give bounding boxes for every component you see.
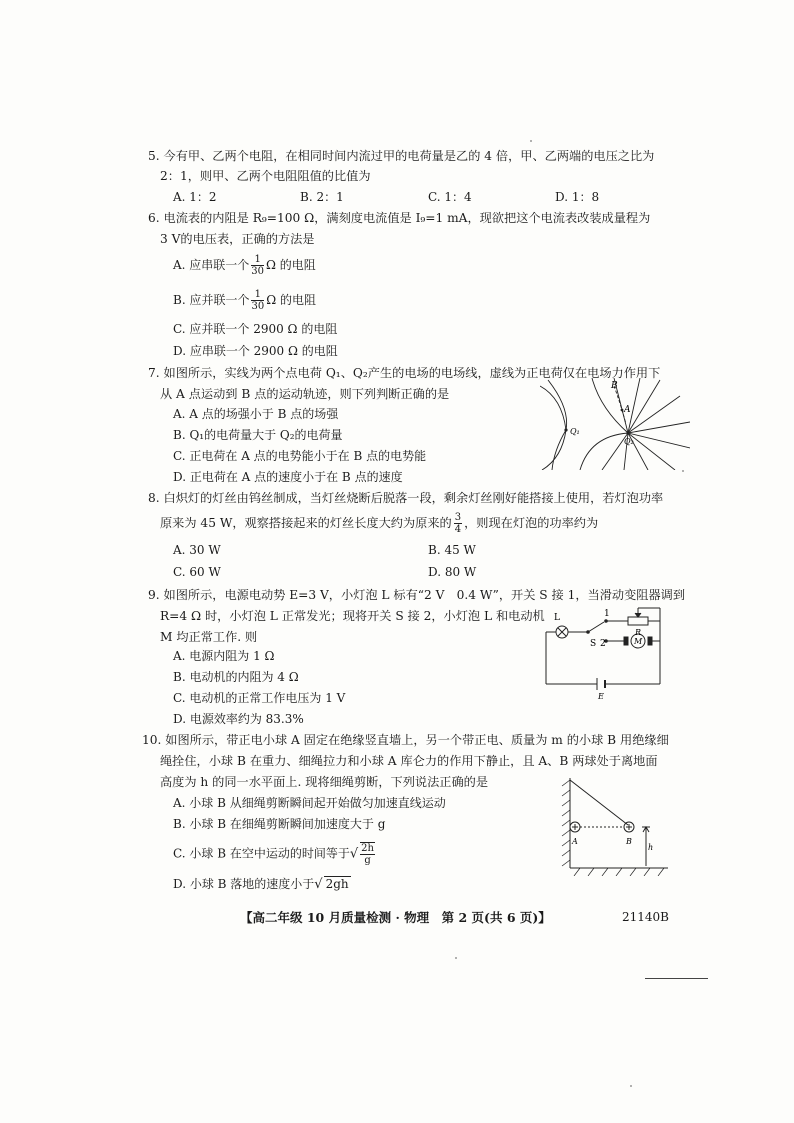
q8-option-b: B. 45 W — [428, 543, 476, 557]
q5-option-a: A. 1：2 — [173, 190, 217, 204]
q7-label-b: B — [611, 381, 618, 391]
q9-option-a: A. 电源内阻为 1 Ω — [173, 649, 275, 663]
q7-label-q1: Q₁ — [570, 427, 580, 436]
q10-radical-c: √ — [349, 846, 359, 862]
q7-line2: 从 A 点运动到 B 点的运动轨迹，则下列判断正确的是 — [160, 387, 450, 401]
q7-line1: 7. 如图所示，实线为两个点电荷 Q₁、Q₂产生的电场的电场线，虚线为正电荷仅在电场力作用下 — [148, 366, 661, 380]
q8-option-c: C. 60 W — [173, 565, 221, 579]
q6-option-b-prefix: B. 应并联一个 — [173, 293, 250, 307]
q10-label-b: B — [626, 837, 632, 846]
scan-speck — [630, 1085, 632, 1087]
q10-option-d — [173, 875, 351, 892]
q6-option-d: D. 应串联一个 2900 Ω 的电阻 — [173, 344, 338, 358]
q8-line2 — [160, 512, 598, 535]
q6-fraction-a — [251, 254, 264, 277]
q9-line2: R=4 Ω 时，小灯泡 L 正常发光；现将开关 S 接 2，小灯泡 L 和电动机 — [160, 609, 545, 623]
q8-option-d: D. 80 W — [428, 565, 477, 579]
q10-charged-balls-figure — [558, 776, 673, 876]
q9-line3: M 均正常工作. 则 — [160, 630, 258, 644]
q10-fraction-c-den: g — [364, 855, 371, 866]
q5-option-c: C. 1：4 — [428, 190, 472, 204]
q5-option-b: B. 2：1 — [300, 190, 344, 204]
q10-radicand-d: 2gh — [325, 877, 349, 891]
q9-label-s: S — [590, 639, 597, 649]
q10-label-h: h — [648, 843, 654, 852]
q6-fraction-b-num: 1 — [251, 289, 264, 301]
q10-fraction-c-num: 2h — [361, 843, 374, 854]
scan-speck — [530, 140, 532, 142]
q7-option-b: B. Q₁的电荷量大于 Q₂的电荷量 — [173, 428, 343, 442]
q10-line1: 10. 如图所示，带正电小球 A 固定在绝缘竖直墙上，另一个带正电、质量为 m 的小球 B 用绝缘细 — [142, 733, 669, 747]
q9-option-d: D. 电源效率约为 83.3% — [173, 712, 304, 726]
q9-label-l: L — [554, 613, 560, 623]
q9-label-2: 2 — [600, 639, 606, 649]
q9-option-c: C. 电动机的正常工作电压为 1 V — [173, 691, 346, 705]
q6-option-a-suffix: Ω 的电阻 — [266, 258, 316, 272]
q10-option-b: B. 小球 B 在细绳剪断瞬间加速度大于 g — [173, 817, 386, 831]
q7-option-d: D. 正电荷在 A 点的速度小于在 B 点的速度 — [173, 470, 403, 484]
q6-fraction-a-den: 30 — [251, 266, 265, 277]
q10-label-a: A — [572, 837, 578, 846]
q7-option-a: A. A 点的场强小于 B 点的场强 — [173, 407, 339, 421]
q7-electric-field-figure — [540, 378, 690, 470]
q6-fraction-b — [251, 289, 264, 312]
q7-label-a: A — [624, 405, 631, 415]
scan-line — [645, 978, 708, 979]
q7-label-q2: Q₂ — [624, 437, 634, 446]
q10-line3: 高度为 h 的同一水平面上. 现将细绳剪断，下列说法正确的是 — [160, 775, 489, 789]
q10-option-d-prefix: D. 小球 B 落地的速度小于 — [173, 877, 315, 891]
q8-line1: 8. 白炽灯的灯丝由钨丝制成，当灯丝烧断后脱落一段，剩余灯丝刚好能搭接上使用，若灯泡功率 — [148, 491, 664, 505]
q8-fraction — [454, 512, 462, 535]
q9-label-e: E — [598, 692, 604, 700]
q10-line2: 绳拴住，小球 B 在重力、细绳拉力和小球 A 库仑力的作用下静止，且 A、B 两球处于离地面 — [160, 754, 658, 768]
q7-option-c: C. 正电荷在 A 点的电势能小于在 B 点的电势能 — [173, 449, 427, 463]
scan-speck — [455, 957, 457, 959]
paper-code: 21140B — [622, 910, 669, 924]
q9-label-r: R — [635, 628, 642, 637]
q8-line2-suffix: ，则现在灯泡的功率约为 — [464, 516, 599, 530]
q9-option-b: B. 电动机的内阻为 4 Ω — [173, 670, 299, 684]
q9-circuit-diagram — [542, 604, 667, 700]
q9-line1: 9. 如图所示，电源电动势 E=3 V，小灯泡 L 标有“2 V 0.4 W”，开关 S 接 1，当滑动变阻器调到 — [148, 588, 686, 602]
q6-line2: 3 V的电压表，正确的方法是 — [160, 232, 315, 246]
scan-speck — [682, 470, 684, 472]
q5-option-d: D. 1：8 — [555, 190, 600, 204]
page-footer: 【高二年级 10 月质量检测 · 物理 第 2 页(共 6 页)】 — [240, 910, 551, 925]
q6-option-c: C. 应并联一个 2900 Ω 的电阻 — [173, 322, 338, 336]
q8-option-a: A. 30 W — [173, 543, 221, 557]
q5-line2: 2：1，则甲、乙两个电阻阻值的比值为 — [160, 169, 371, 183]
q10-option-a: A. 小球 B 从细绳剪断瞬间起开始做匀加速直线运动 — [173, 796, 446, 810]
q9-label-1: 1 — [604, 609, 610, 619]
q6-fraction-b-den: 30 — [251, 301, 265, 312]
q6-option-b — [173, 289, 316, 312]
q6-option-a — [173, 254, 316, 277]
q6-option-b-suffix: Ω 的电阻 — [266, 293, 316, 307]
q6-fraction-a-num: 1 — [251, 254, 264, 266]
q9-label-m: M — [634, 637, 643, 646]
q8-fraction-num: 3 — [454, 512, 462, 523]
q8-fraction-den: 4 — [454, 524, 462, 535]
q5-line1: 5. 今有甲、乙两个电阻，在相同时间内流过甲的电荷量是乙的 4 倍，甲、乙两端的电压之比为 — [148, 149, 655, 163]
q6-option-a-prefix: A. 应串联一个 — [173, 258, 250, 272]
q10-radical-d: √ — [314, 877, 323, 892]
q6-line1: 6. 电流表的内阻是 R₉=100 Ω，满刻度电流值是 I₉=1 mA，现欲把这个电流表改装成量程为 — [148, 211, 651, 225]
q8-line2-prefix: 原来为 45 W，观察搭接起来的灯丝长度大约为原来的 — [160, 516, 452, 530]
q10-option-c-prefix: C. 小球 B 在空中运动的时间等于 — [173, 846, 350, 861]
q10-fraction-c — [360, 842, 375, 866]
q10-option-c — [173, 842, 377, 866]
